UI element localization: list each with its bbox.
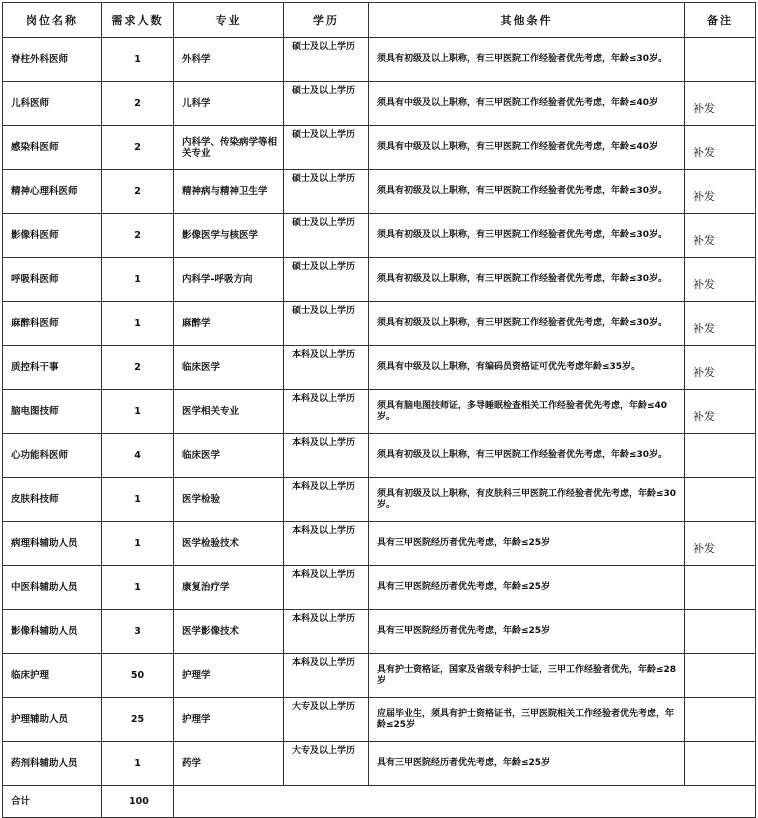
- count-cell: 1: [102, 302, 174, 346]
- table-row: [3, 38, 756, 82]
- major-cell: 临床医学: [174, 346, 284, 390]
- education-cell: 本科及以上学历: [284, 478, 369, 522]
- position-cell: 临床护理: [3, 654, 102, 698]
- major-cell: 内科学、传染病学等相关专业: [174, 126, 284, 170]
- conditions-cell: 应届毕业生，须具有护士资格证书，三甲医院相关工作经验者优先考虑，年龄≤25岁: [369, 698, 685, 742]
- education-cell: 本科及以上学历: [284, 390, 369, 434]
- major-cell: 影像医学与核医学: [174, 214, 284, 258]
- conditions-cell: 具有三甲医院经历者优先考虑，年龄≤25岁: [369, 610, 685, 654]
- conditions-cell: 具有三甲医院经历者优先考虑，年龄≤25岁: [369, 522, 685, 566]
- count-cell: 1: [102, 390, 174, 434]
- major-cell: 药学: [174, 742, 284, 786]
- major-cell: 护理学: [174, 698, 284, 742]
- table-row: [3, 390, 756, 434]
- conditions-cell: 须具有初级及以上职称，有三甲医院工作经验者优先考虑，年龄≤30岁。: [369, 214, 685, 258]
- position-cell: 药剂科辅助人员: [3, 742, 102, 786]
- remarks-cell: [685, 610, 756, 654]
- header-position: 岗位名称: [3, 3, 102, 38]
- count-cell: 1: [102, 258, 174, 302]
- position-cell: 质控科干事: [3, 346, 102, 390]
- table-row: [3, 434, 756, 478]
- education-cell: 本科及以上学历: [284, 522, 369, 566]
- table-row: [3, 478, 756, 522]
- major-cell: 精神病与精神卫生学: [174, 170, 284, 214]
- remarks-cell: [685, 742, 756, 786]
- count-cell: 4: [102, 434, 174, 478]
- header-education: 学历: [284, 3, 369, 38]
- position-cell: 感染科医师: [3, 126, 102, 170]
- education-cell: 本科及以上学历: [284, 346, 369, 390]
- table-row: [3, 302, 756, 346]
- conditions-cell: 须具有初级及以上职称，有三甲医院工作经验者优先考虑，年龄≤30岁。: [369, 302, 685, 346]
- conditions-cell: 须具有初级及以上职称，有三甲医院工作经验者优先考虑，年龄≤30岁。: [369, 258, 685, 302]
- table-row: [3, 214, 756, 258]
- position-cell: 影像科医师: [3, 214, 102, 258]
- recruitment-table: [2, 2, 756, 818]
- count-cell: 2: [102, 214, 174, 258]
- major-cell: 康复治疗学: [174, 566, 284, 610]
- total-empty-cell: [174, 786, 756, 818]
- education-cell: 硕士及以上学历: [284, 38, 369, 82]
- header-conditions: 其他条件: [369, 3, 685, 38]
- table-row: [3, 566, 756, 610]
- major-cell: 临床医学: [174, 434, 284, 478]
- education-cell: 硕士及以上学历: [284, 258, 369, 302]
- education-cell: 硕士及以上学历: [284, 302, 369, 346]
- position-cell: 病理科辅助人员: [3, 522, 102, 566]
- count-cell: 1: [102, 742, 174, 786]
- count-cell: 3: [102, 610, 174, 654]
- education-cell: 硕士及以上学历: [284, 214, 369, 258]
- education-cell: 硕士及以上学历: [284, 82, 369, 126]
- position-cell: 脊柱外科医师: [3, 38, 102, 82]
- table-row: [3, 126, 756, 170]
- table-row: [3, 82, 756, 126]
- remarks-cell: [685, 698, 756, 742]
- position-cell: 护理辅助人员: [3, 698, 102, 742]
- count-cell: 1: [102, 38, 174, 82]
- position-cell: 心功能科医师: [3, 434, 102, 478]
- remarks-cell: [685, 38, 756, 82]
- major-cell: 医学相关专业: [174, 390, 284, 434]
- position-cell: 中医科辅助人员: [3, 566, 102, 610]
- remarks-cell: 补发: [685, 126, 756, 170]
- position-cell: 麻醉科医师: [3, 302, 102, 346]
- table-row: [3, 170, 756, 214]
- education-cell: 本科及以上学历: [284, 654, 369, 698]
- count-cell: 25: [102, 698, 174, 742]
- remarks-cell: 补发: [685, 390, 756, 434]
- table-row: [3, 258, 756, 302]
- major-cell: 外科学: [174, 38, 284, 82]
- conditions-cell: 须具有初级及以上职称，有三甲医院工作经验者优先考虑，年龄≤30岁。: [369, 38, 685, 82]
- remarks-cell: [685, 566, 756, 610]
- remarks-cell: 补发: [685, 522, 756, 566]
- major-cell: 麻醉学: [174, 302, 284, 346]
- count-cell: 1: [102, 522, 174, 566]
- conditions-cell: 须具有脑电图技师证，多导睡眠检查相关工作经验者优先考虑，年龄≤40岁。: [369, 390, 685, 434]
- table-row: [3, 610, 756, 654]
- education-cell: 硕士及以上学历: [284, 126, 369, 170]
- remarks-cell: 补发: [685, 170, 756, 214]
- conditions-cell: 须具有初级及以上职称，有三甲医院工作经验者优先考虑，年龄≤30岁。: [369, 170, 685, 214]
- count-cell: 1: [102, 478, 174, 522]
- table-row: [3, 522, 756, 566]
- table-row: [3, 698, 756, 742]
- remarks-cell: 补发: [685, 302, 756, 346]
- remarks-cell: [685, 434, 756, 478]
- conditions-cell: 须具有中级及以上职称，有编码员资格证可优先考虑年龄≤35岁。: [369, 346, 685, 390]
- remarks-cell: 补发: [685, 214, 756, 258]
- education-cell: 本科及以上学历: [284, 434, 369, 478]
- position-cell: 影像科辅助人员: [3, 610, 102, 654]
- remarks-cell: 补发: [685, 346, 756, 390]
- conditions-cell: 具有护士资格证，国家及省级专科护士证，三甲工作经验者优先，年龄≤28岁: [369, 654, 685, 698]
- header-remarks: 备注: [685, 3, 756, 38]
- position-cell: 精神心理科医师: [3, 170, 102, 214]
- remarks-cell: 补发: [685, 82, 756, 126]
- remarks-cell: [685, 654, 756, 698]
- major-cell: 内科学-呼吸方向: [174, 258, 284, 302]
- count-cell: 50: [102, 654, 174, 698]
- education-cell: 大专及以上学历: [284, 742, 369, 786]
- table-row: [3, 346, 756, 390]
- major-cell: 儿科学: [174, 82, 284, 126]
- position-cell: 儿科医师: [3, 82, 102, 126]
- count-cell: 2: [102, 126, 174, 170]
- education-cell: 本科及以上学历: [284, 566, 369, 610]
- education-cell: 硕士及以上学历: [284, 170, 369, 214]
- remarks-cell: [685, 478, 756, 522]
- total-count: 100: [102, 786, 174, 818]
- conditions-cell: 须具有中级及以上职称，有三甲医院工作经验者优先考虑，年龄≤40岁: [369, 82, 685, 126]
- major-cell: 医学检验: [174, 478, 284, 522]
- education-cell: 大专及以上学历: [284, 698, 369, 742]
- conditions-cell: 须具有初级及以上职称，有三甲医院工作经验者优先考虑，年龄≤30岁。: [369, 434, 685, 478]
- table-row: [3, 742, 756, 786]
- conditions-cell: 具有三甲医院经历者优先考虑，年龄≤25岁: [369, 742, 685, 786]
- position-cell: 呼吸科医师: [3, 258, 102, 302]
- header-count: 需求人数: [102, 3, 174, 38]
- major-cell: 医学影像技术: [174, 610, 284, 654]
- conditions-cell: 须具有初级及以上职称，有皮肤科三甲医院工作经验者优先考虑，年龄≤30岁。: [369, 478, 685, 522]
- total-label: 合计: [3, 786, 102, 818]
- position-cell: 皮肤科技师: [3, 478, 102, 522]
- table-row: [3, 654, 756, 698]
- total-row: [3, 786, 756, 818]
- position-cell: 脑电图技师: [3, 390, 102, 434]
- count-cell: 2: [102, 170, 174, 214]
- conditions-cell: 具有三甲医院经历者优先考虑，年龄≤25岁: [369, 566, 685, 610]
- major-cell: 护理学: [174, 654, 284, 698]
- education-cell: 本科及以上学历: [284, 610, 369, 654]
- count-cell: 2: [102, 346, 174, 390]
- major-cell: 医学检验技术: [174, 522, 284, 566]
- count-cell: 1: [102, 566, 174, 610]
- count-cell: 2: [102, 82, 174, 126]
- header-row: [3, 3, 756, 38]
- conditions-cell: 须具有中级及以上职称，有三甲医院工作经验者优先考虑，年龄≤40岁: [369, 126, 685, 170]
- header-major: 专业: [174, 3, 284, 38]
- remarks-cell: 补发: [685, 258, 756, 302]
